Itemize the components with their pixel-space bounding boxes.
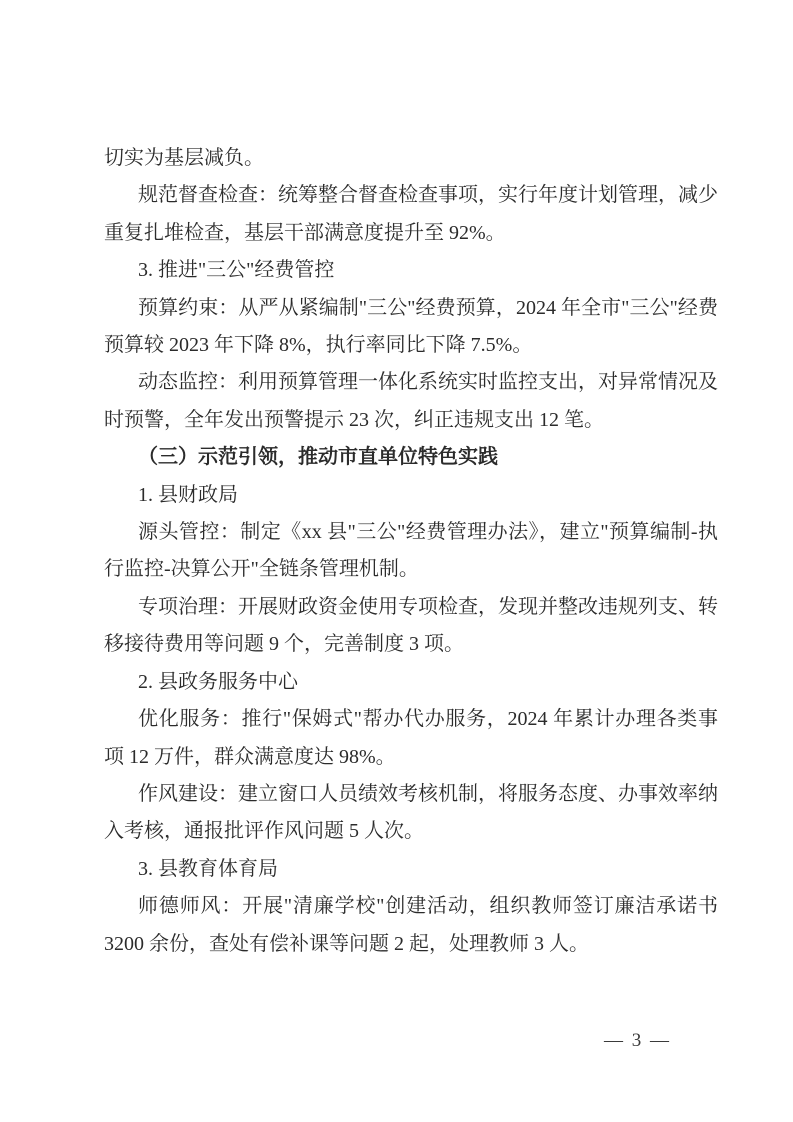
paragraph: 切实为基层减负。	[104, 147, 264, 169]
paragraph: 动态监控：利用预算管理一体化系统实时监控支出，对异常情况及时预警，全年发出预警提示 23 次，纠正违规支出 12 笔。	[104, 371, 718, 431]
paragraph: 3. 县教育体育局	[138, 857, 278, 880]
paragraph: 作风建设：建立窗口人员绩效考核机制，将服务态度、办事效率纳入考核，通报批评作风问题 5 人次。	[104, 782, 718, 843]
paragraph: 源头管控：制定《xx 县"三公"经费管理办法》，建立"预算编制-执行监控-决算公开"全链条管理机制。	[104, 521, 718, 581]
document-body	[104, 140, 718, 963]
page-footer	[0, 1030, 793, 1060]
paragraph: 预算约束：从严从紧编制"三公"经费预算，2024 年全市"三公"经费预算较 2023 年下降 8%，执行率同比下降 7.5%。	[104, 296, 718, 357]
paragraph: 1. 县财政局	[138, 483, 238, 506]
paragraph: 优化服务：推行"保姆式"帮办代办服务，2024 年累计办理各类事项 12 万件，群众满意度达 98%。	[104, 708, 718, 768]
paragraph: 规范督查检查：统筹整合督查检查事项，实行年度计划管理，减少重复扎堆检查，基层干部满意度提升至 92%。	[104, 184, 718, 244]
paragraph: 师德师风：开展"清廉学校"创建活动，组织教师签订廉洁承诺书 3200 余份，查处有偿补课等问题 2 起，处理教师 3 人。	[104, 895, 718, 955]
paragraph: 3. 推进"三公"经费管控	[138, 259, 335, 282]
page-number: — 3 —	[604, 1030, 671, 1051]
paragraph: 专项治理：开展财政资金使用专项检查，发现并整改违规列支、转移接待费用等问题 9 个，完善制度 3 项。	[104, 595, 718, 656]
paragraph: 2. 县政务服务中心	[138, 670, 298, 693]
paragraph: （三）示范引领，推动市直单位特色实践	[138, 446, 498, 469]
